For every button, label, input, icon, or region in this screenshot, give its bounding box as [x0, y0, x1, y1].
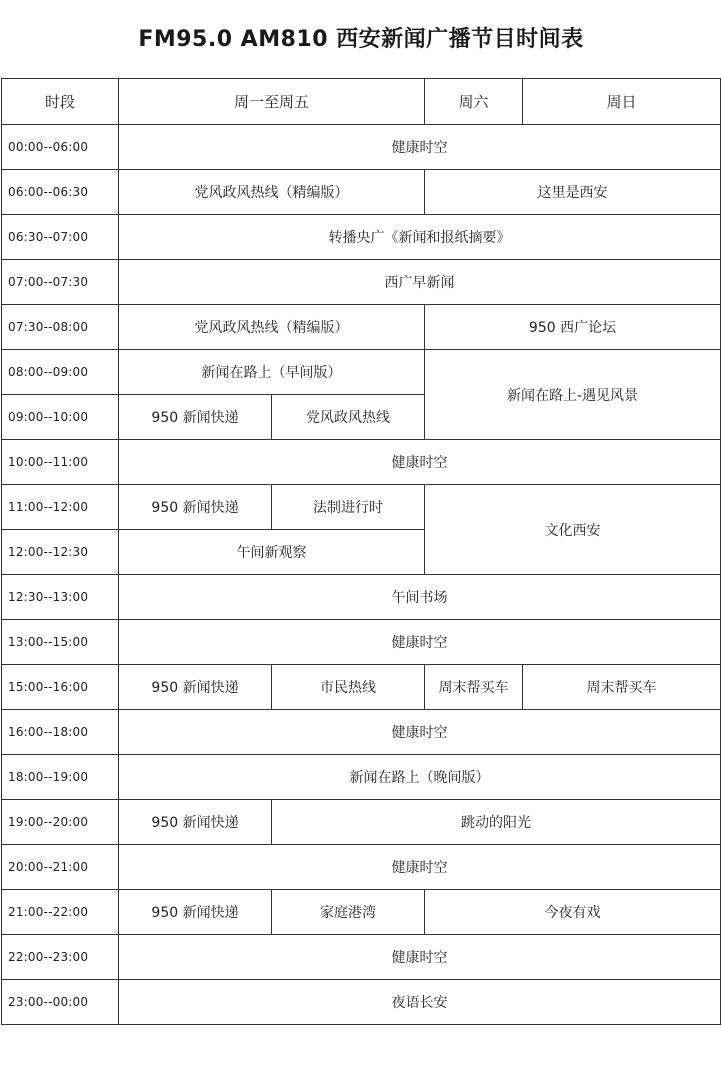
table-row: [2, 350, 721, 395]
time-slot: 00:00--06:00: [2, 125, 119, 170]
table-row: [2, 440, 721, 485]
program-cell: 健康时空: [119, 710, 721, 755]
table-row: [2, 125, 721, 170]
header-saturday: 周六: [425, 79, 523, 125]
program-cell: 健康时空: [119, 845, 721, 890]
program-cell: 950 新闻快递: [119, 800, 272, 845]
table-row: [2, 665, 721, 710]
time-slot: 18:00--19:00: [2, 755, 119, 800]
table-row: [2, 305, 721, 350]
time-slot: 15:00--16:00: [2, 665, 119, 710]
time-slot: 11:00--12:00: [2, 485, 119, 530]
time-slot: 07:30--08:00: [2, 305, 119, 350]
time-slot: 10:00--11:00: [2, 440, 119, 485]
header-weekday: 周一至周五: [119, 79, 425, 125]
program-cell: 健康时空: [119, 125, 721, 170]
table-row: [2, 980, 721, 1025]
table-row: [2, 845, 721, 890]
program-cell: 950 新闻快递: [119, 395, 272, 440]
program-cell: 今夜有戏: [425, 890, 721, 935]
page-title: FM95.0 AM810 西安新闻广播节目时间表: [138, 27, 584, 52]
table-row: [2, 710, 721, 755]
time-slot: 20:00--21:00: [2, 845, 119, 890]
program-cell: 夜语长安: [119, 980, 721, 1025]
program-cell: 文化西安: [425, 485, 721, 575]
table-row: [2, 890, 721, 935]
table-row: [2, 260, 721, 305]
time-slot: 16:00--18:00: [2, 710, 119, 755]
program-cell: 跳动的阳光: [272, 800, 721, 845]
table-row: [2, 215, 721, 260]
table-row: [2, 170, 721, 215]
program-cell: 健康时空: [119, 440, 721, 485]
program-cell: 周末帮买车: [523, 665, 721, 710]
time-slot: 07:00--07:30: [2, 260, 119, 305]
time-slot: 08:00--09:00: [2, 350, 119, 395]
schedule-table: [1, 78, 721, 1025]
program-cell: 这里是西安: [425, 170, 721, 215]
time-slot: 09:00--10:00: [2, 395, 119, 440]
time-slot: 22:00--23:00: [2, 935, 119, 980]
time-slot: 19:00--20:00: [2, 800, 119, 845]
table-row: [2, 935, 721, 980]
program-cell: 健康时空: [119, 620, 721, 665]
time-slot: 12:00--12:30: [2, 530, 119, 575]
table-row: [2, 575, 721, 620]
time-slot: 13:00--15:00: [2, 620, 119, 665]
program-cell: 新闻在路上-遇见风景: [425, 350, 721, 440]
program-cell: 法制进行时: [272, 485, 425, 530]
program-cell: 市民热线: [272, 665, 425, 710]
program-cell: 党风政风热线: [272, 395, 425, 440]
program-cell: 周末帮买车: [425, 665, 523, 710]
program-cell: 950 西广论坛: [425, 305, 721, 350]
program-cell: 950 新闻快递: [119, 485, 272, 530]
table-header-row: [2, 79, 721, 125]
program-cell: 党风政风热线（精编版）: [119, 305, 425, 350]
time-slot: 06:30--07:00: [2, 215, 119, 260]
program-cell: 950 新闻快递: [119, 665, 272, 710]
time-slot: 21:00--22:00: [2, 890, 119, 935]
table-row: [2, 800, 721, 845]
time-slot: 12:30--13:00: [2, 575, 119, 620]
program-cell: 新闻在路上（早间版）: [119, 350, 425, 395]
program-cell: 转播央广《新闻和报纸摘要》: [119, 215, 721, 260]
program-cell: 午间新观察: [119, 530, 425, 575]
program-cell: 党风政风热线（精编版）: [119, 170, 425, 215]
time-slot: 23:00--00:00: [2, 980, 119, 1025]
program-cell: 午间书场: [119, 575, 721, 620]
table-row: [2, 755, 721, 800]
time-slot: 06:00--06:30: [2, 170, 119, 215]
program-cell: 西广早新闻: [119, 260, 721, 305]
table-row: [2, 485, 721, 530]
program-cell: 家庭港湾: [272, 890, 425, 935]
program-cell: 健康时空: [119, 935, 721, 980]
program-cell: 新闻在路上（晚间版）: [119, 755, 721, 800]
header-time: 时段: [2, 79, 119, 125]
header-sunday: 周日: [523, 79, 721, 125]
program-cell: 950 新闻快递: [119, 890, 272, 935]
table-row: [2, 620, 721, 665]
